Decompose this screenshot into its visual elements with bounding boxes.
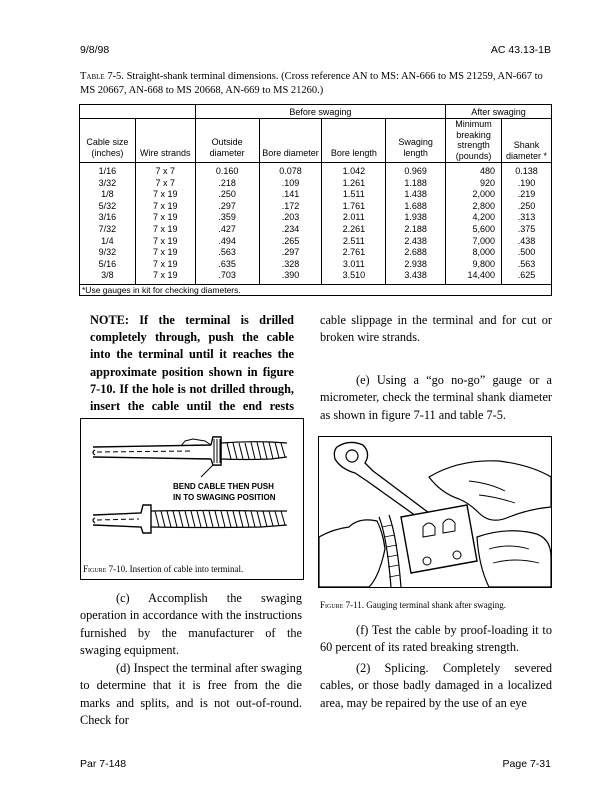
col-wire-strands: Wire strands xyxy=(135,119,195,163)
fig11-caption-text: Gauging terminal shank after swaging. xyxy=(366,600,506,610)
header-doc-id: AC 43.13-1B xyxy=(490,44,551,56)
fig10-callout-line-1: BEND CABLE THEN PUSH xyxy=(173,482,274,491)
fig11-caption-label: Figure 7-11. xyxy=(320,600,364,610)
paragraph-e-label: (e) xyxy=(356,373,370,387)
bore-diameter-values: 0.078 .109 .141 .172 .203 .234 .265 .297 .328 .390 xyxy=(259,163,322,285)
fig10-caption-label: Figure 7-10. xyxy=(83,564,128,574)
paragraph-c-text: Accomplish the swaging operation in accordance with the instructions furnished by the manufacturer of the swaging equipment. xyxy=(80,591,302,658)
fig11-caption xyxy=(320,598,506,612)
paragraph-d-text: Inspect the terminal after swaging to determine that it is free from the die marks and splits, and is not out-of-round. Check for xyxy=(80,661,302,728)
shank-diameter-values: 0.138 .190 .219 .250 .313 .375 .438 .500 .563 .625 xyxy=(502,163,552,285)
footer-par: Par 7-148 xyxy=(80,758,127,770)
paragraph-2-label: (2) Splicing. xyxy=(356,661,429,675)
col-shank-diameter: Shank diameter * xyxy=(502,119,552,163)
table-caption xyxy=(80,70,552,98)
fig10-caption xyxy=(83,562,243,576)
note-paragraph: NOTE: If the terminal is drilled completely through, push the cable into the terminal until it reaches the approximate position shown in figure 7-10. If the hole is not drilled through, insert the cable until the end rests xyxy=(90,313,294,414)
gauge-shank-illustration xyxy=(319,437,551,587)
col-bore-diameter: Bore diameter xyxy=(259,119,322,163)
paragraph-d xyxy=(80,660,302,730)
paragraph-2-splicing xyxy=(320,660,552,712)
col-swaging-length: Swaging length xyxy=(386,119,446,163)
footer-page: Page 7-31 xyxy=(502,758,551,770)
swaging-length-values: 0.969 1.188 1.438 1.688 1.938 2.188 2.438 2.688 2.938 3.438 xyxy=(386,163,446,285)
paragraph-c xyxy=(80,590,302,660)
outside-diameter-values: 0.160 .218 .250 .297 .359 .427 .494 .563 .635 .703 xyxy=(195,163,259,285)
cable-size-values: 1/16 3/32 1/8 5/32 3/16 7/32 1/4 9/32 5/16 3/8 xyxy=(80,163,136,285)
col-cable-size: Cable size (inches) xyxy=(80,119,136,163)
col-outside-diameter: Outside diameter xyxy=(195,119,259,163)
paragraph-e-text: Using a “go no-go” gauge or a micrometer, check the terminal shank diameter as shown in figure 7-11 and table 7-5. xyxy=(320,373,553,422)
bore-length-values: 1.042 1.261 1.511 1.761 2.011 2.261 2.511 2.761 3.011 3.510 xyxy=(322,163,386,285)
paragraph-continued: cable slippage in the terminal and for cut or broken wire strands. xyxy=(320,313,552,345)
group-before-swaging: Before swaging xyxy=(195,105,445,119)
paragraph-e xyxy=(320,372,552,424)
paragraph-d-label: (d) xyxy=(116,661,131,675)
terminal-dimensions-table xyxy=(79,104,552,296)
min-breaking-values: 480 920 2,000 2,800 4,200 5,600 7,000 8,000 9,800 14,400 xyxy=(446,163,502,285)
paragraph-f-label: (f) xyxy=(356,623,369,637)
figure-7-10 xyxy=(80,418,304,580)
fig10-callout xyxy=(173,481,276,503)
group-after-swaging: After swaging xyxy=(446,105,552,119)
paragraph-f-text: Test the cable by proof-loading it to 60 percent of its rated breaking strength. xyxy=(320,623,552,655)
table-footnote: *Use gauges in kit for checking diameters. xyxy=(80,284,552,295)
fig10-callout-line-2: IN TO SWAGING POSITION xyxy=(173,493,276,502)
col-min-breaking-strength: Minimum breaking strength (pounds) xyxy=(446,119,502,163)
paragraph-f xyxy=(320,622,552,657)
wire-strands-values: 7 x 7 7 x 7 7 x 19 7 x 19 7 x 19 7 x 19 7 x 19 7 x 19 7 x 19 7 x 19 xyxy=(135,163,195,285)
fig10-caption-text: Insertion of cable into terminal. xyxy=(129,564,244,574)
paragraph-2-text: Completely severed cables, or those badly damaged in a localized area, may be repaired by the use of an eye xyxy=(320,661,552,710)
col-bore-length: Bore length xyxy=(322,119,386,163)
paragraph-c-label: (c) xyxy=(116,591,130,605)
table-caption-text: Straight-shank terminal dimensions. (Cross reference AN to MS: AN-666 to MS 21259, AN-667 to MS 20667, AN-668 to MS 20668, AN-669 to MS 21260.) xyxy=(80,71,543,96)
header-date: 9/8/98 xyxy=(80,44,110,56)
table-caption-label: Table 7-5. xyxy=(80,71,124,82)
figure-7-11 xyxy=(318,436,552,588)
